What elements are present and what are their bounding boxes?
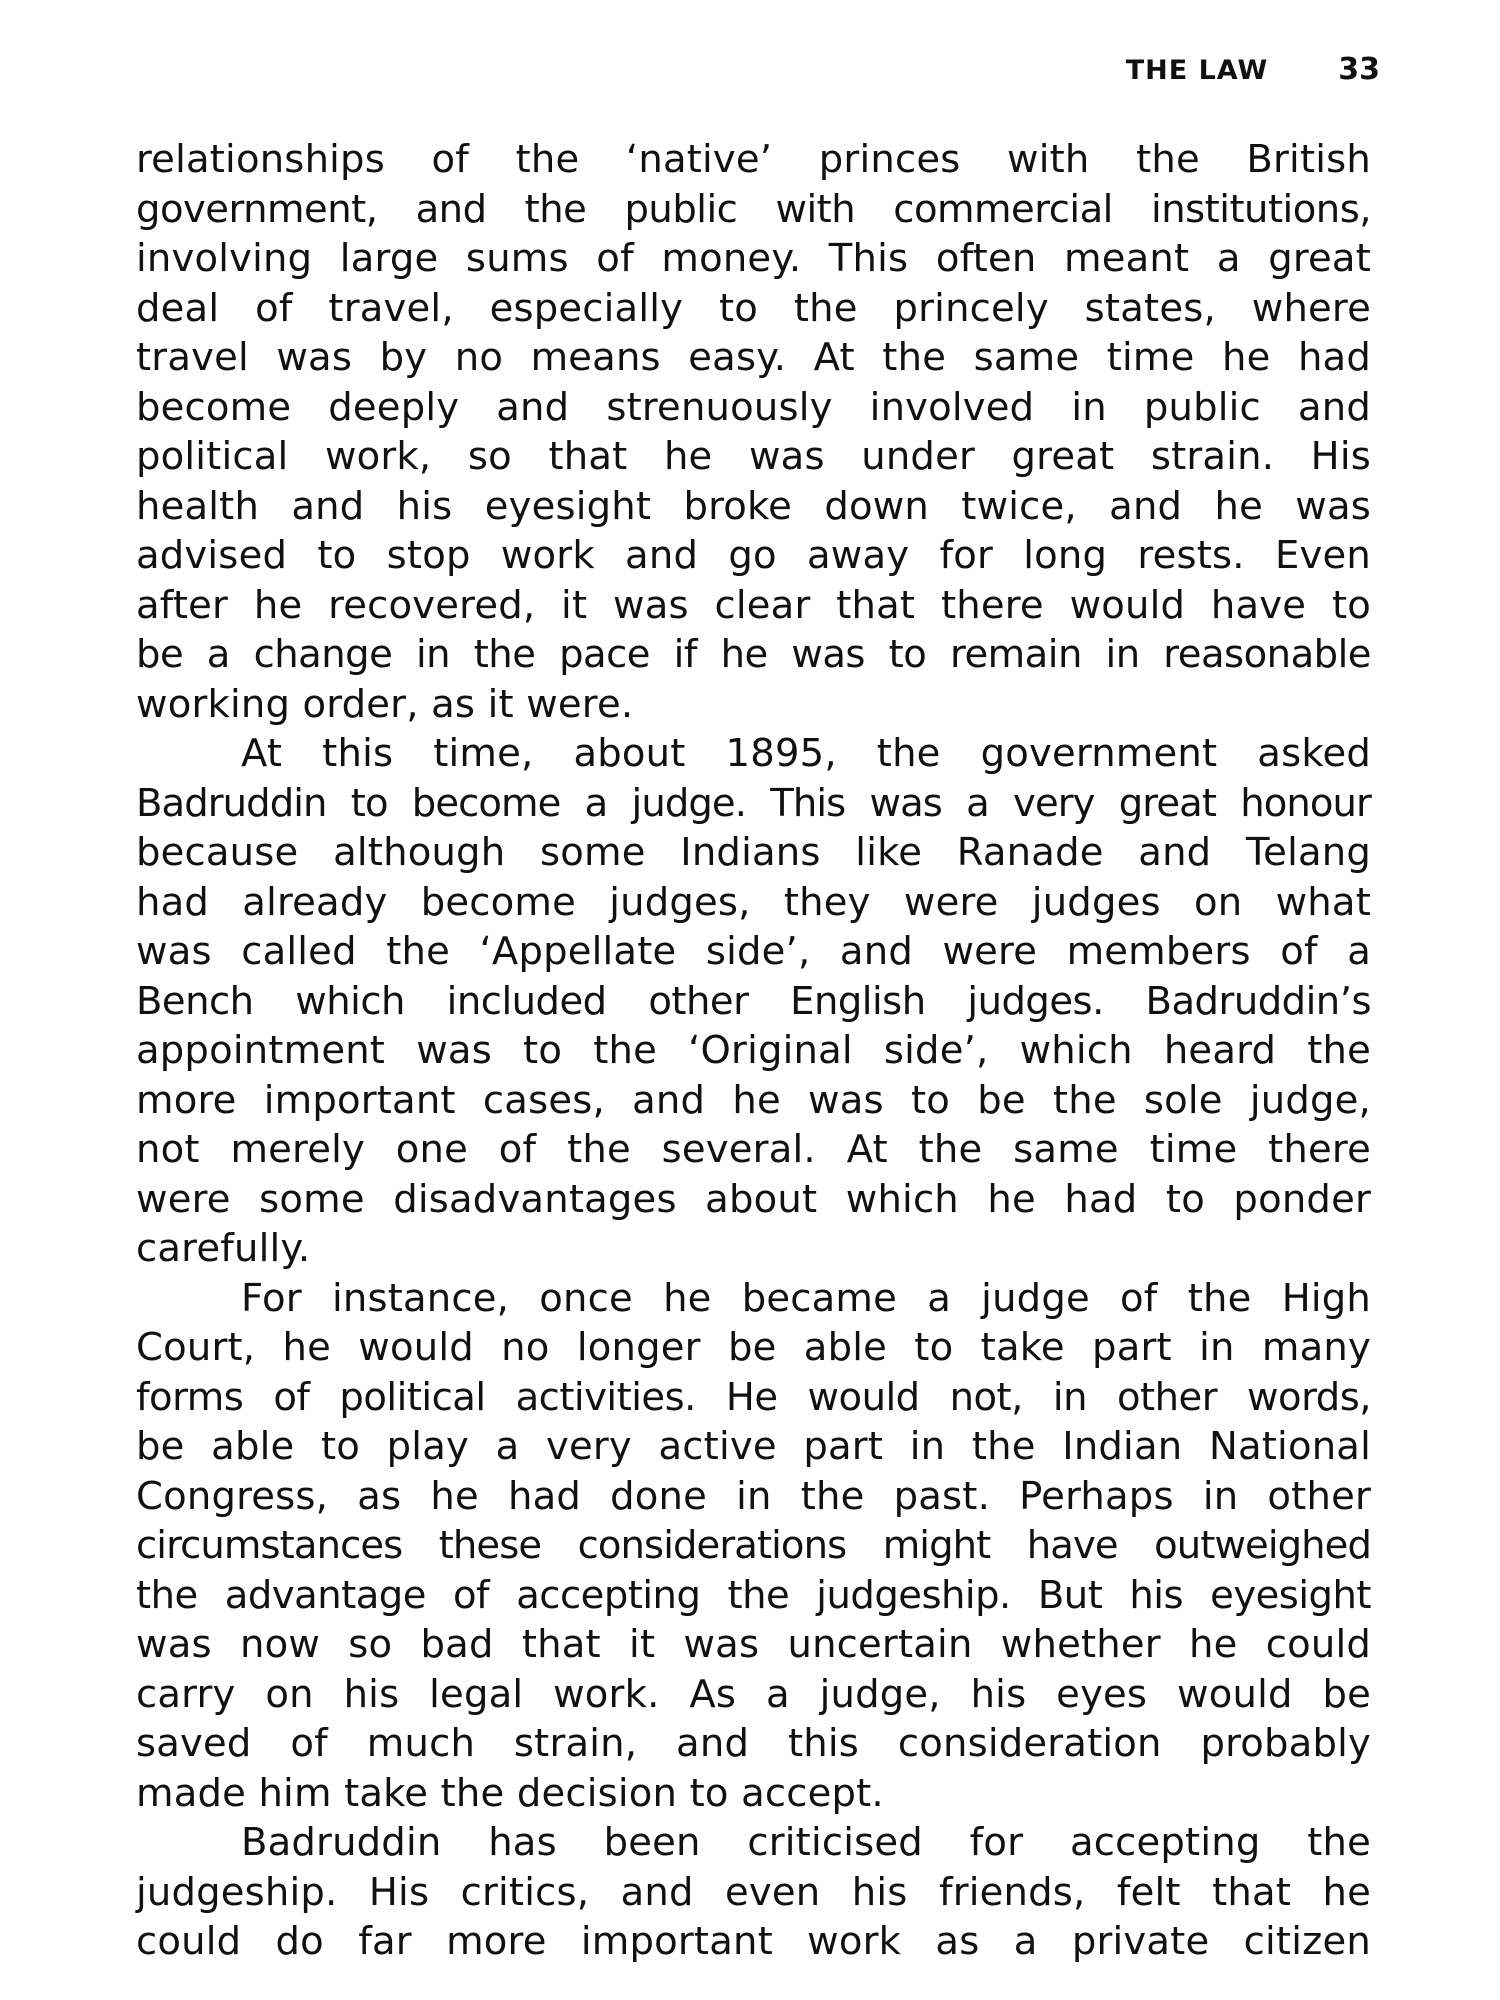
paragraph-start-line: Badruddin has been criticised for accepting the bbox=[241, 1820, 1371, 1865]
text-line: circumstances these considerations might have outweighed bbox=[136, 1523, 1371, 1568]
running-head bbox=[1126, 52, 1380, 87]
text-line: be able to play a very active part in the Indian National bbox=[136, 1424, 1371, 1469]
text-line: involving large sums of money. This often meant a great bbox=[136, 236, 1371, 281]
text-line: was now so bad that it was uncertain whether he could bbox=[136, 1622, 1371, 1667]
text-line: were some disadvantages about which he had to ponder bbox=[136, 1176, 1371, 1222]
text-line: saved of much strain, and this consideration probably bbox=[136, 1721, 1371, 1766]
paragraph-start-line: At this time, about 1895, the government asked bbox=[241, 731, 1371, 776]
paragraph-start-line: For instance, once he became a judge of the High bbox=[241, 1275, 1371, 1321]
text-line: become deeply and strenuously involved in public and bbox=[136, 384, 1371, 430]
text-line: carefully. bbox=[136, 1226, 311, 1271]
running-title: THE LAW bbox=[1125, 55, 1269, 86]
text-line: working order, as it were. bbox=[136, 681, 634, 727]
text-line: health and his eyesight broke down twice, and he was bbox=[136, 483, 1371, 529]
text-line: judgeship. His critics, and even his friends, felt that he bbox=[136, 1869, 1371, 1915]
text-line: political work, so that he was under great strain. His bbox=[136, 434, 1371, 479]
text-line: made him take the decision to accept. bbox=[136, 1770, 884, 1816]
text-line: deal of travel, especially to the princely states, where bbox=[136, 285, 1371, 331]
text-line: travel was by no means easy. At the same time he had bbox=[136, 335, 1371, 380]
body-text bbox=[136, 135, 1371, 1967]
text-line: was called the ‘Appellate side’, and were members of a bbox=[136, 929, 1371, 974]
text-line: forms of political activities. He would not, in other words, bbox=[136, 1374, 1371, 1420]
text-line: not merely one of the several. At the same time there bbox=[136, 1127, 1371, 1172]
text-line: after he recovered, it was clear that there would have to bbox=[136, 582, 1371, 628]
text-line: government, and the public with commercial institutions, bbox=[136, 186, 1371, 232]
text-line: more important cases, and he was to be the sole judge, bbox=[136, 1077, 1371, 1123]
text-line: could do far more important work as a private citizen bbox=[136, 1919, 1371, 1964]
text-line: because although some Indians like Ranade and Telang bbox=[136, 830, 1371, 875]
text-line: appointment was to the ‘Original side’, which heard the bbox=[136, 1028, 1371, 1073]
text-line: Congress, as he had done in the past. Perhaps in other bbox=[136, 1473, 1371, 1519]
text-line: relationships of the ‘native’ princes with the British bbox=[136, 137, 1371, 182]
text-line: Court, he would no longer be able to take part in many bbox=[136, 1325, 1371, 1370]
text-line: be a change in the pace if he was to remain in reasonable bbox=[136, 632, 1371, 677]
text-line: Bench which included other English judges. Badruddin’s bbox=[136, 978, 1371, 1024]
page-number: 33 bbox=[1338, 52, 1380, 87]
text-line: had already become judges, they were judges on what bbox=[136, 879, 1371, 925]
text-line: Badruddin to become a judge. This was a very great honour bbox=[136, 780, 1371, 826]
text-line: advised to stop work and go away for long rests. Even bbox=[136, 533, 1371, 578]
text-line: carry on his legal work. As a judge, his eyes would be bbox=[136, 1671, 1371, 1717]
text-line: the advantage of accepting the judgeship. But his eyesight bbox=[136, 1572, 1371, 1618]
